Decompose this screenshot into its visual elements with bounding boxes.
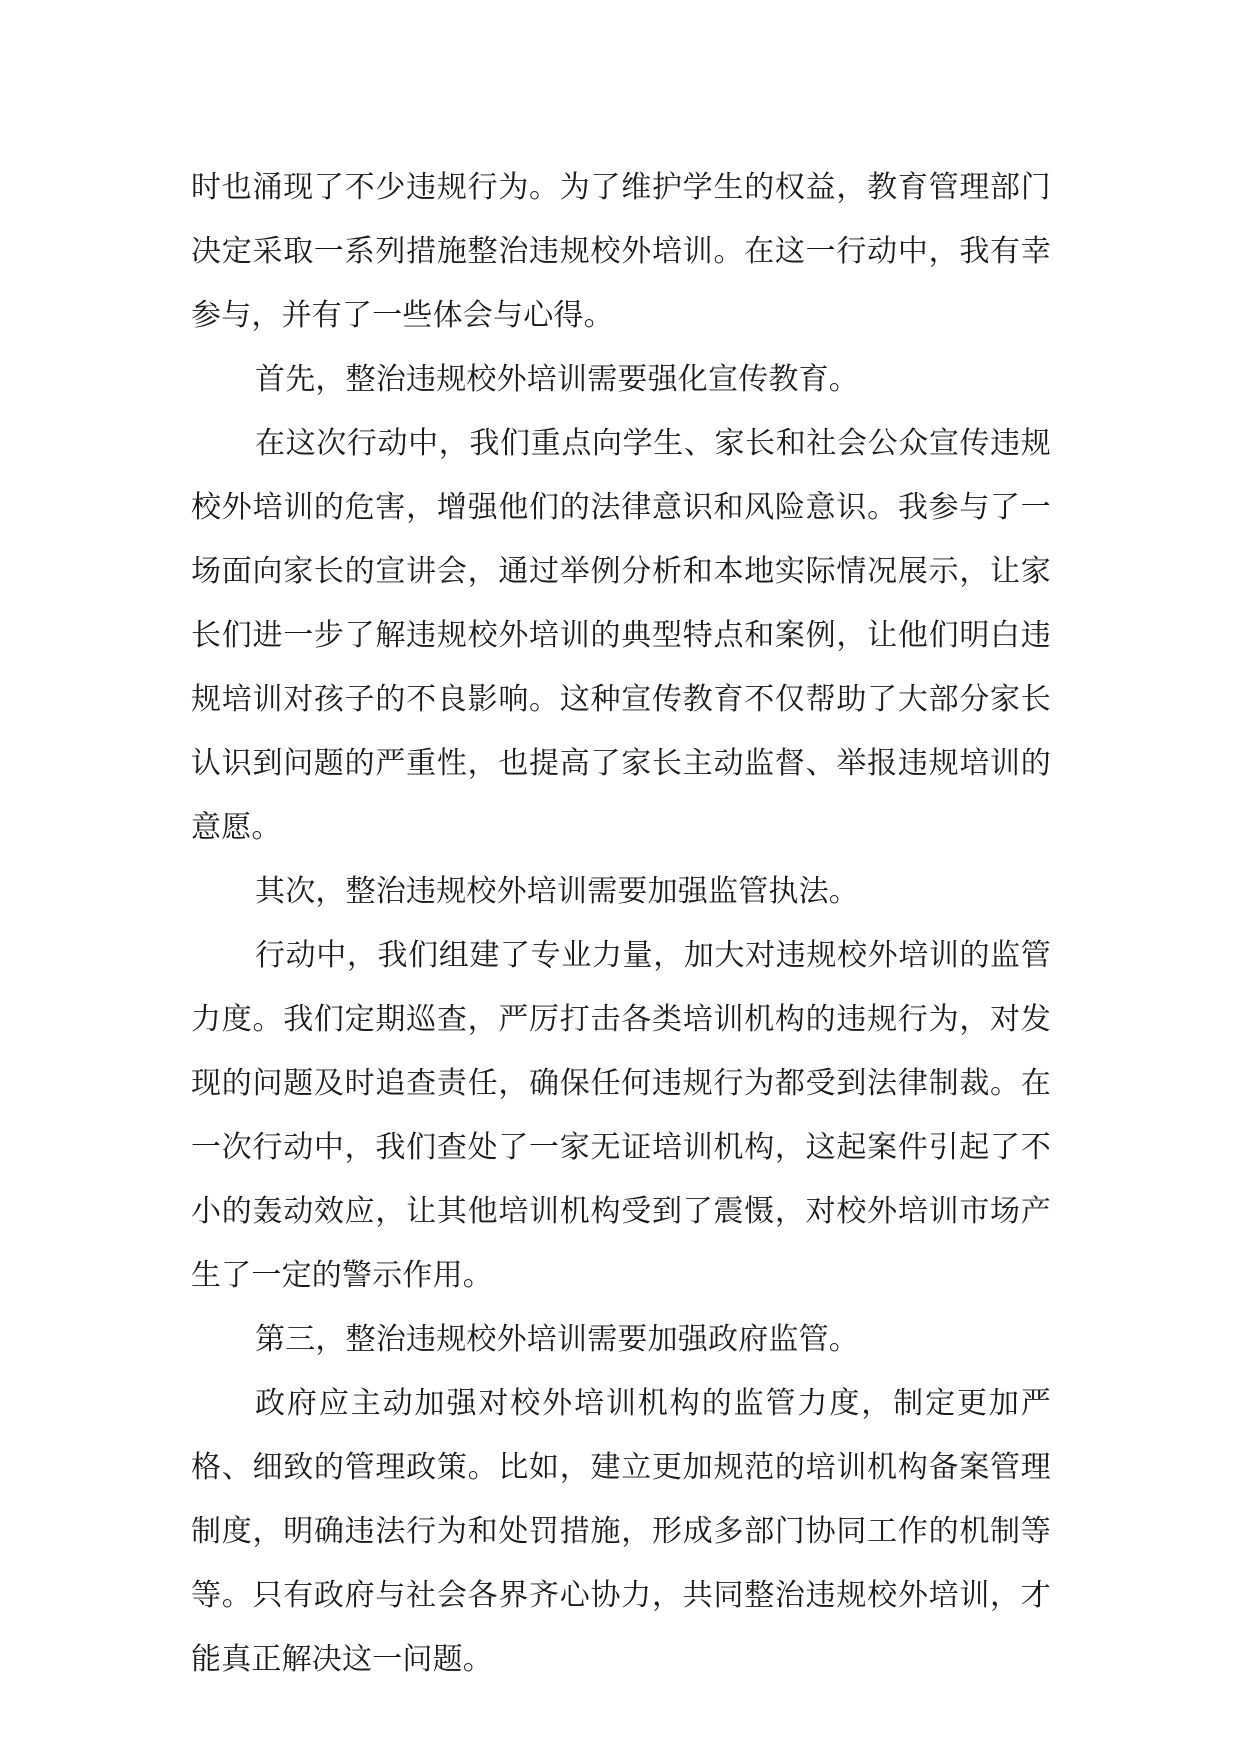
document-body: [191, 156, 1051, 1692]
section-heading: 首先，整治违规校外培训需要强化宣传教育。: [255, 362, 859, 397]
paragraph: 时也涌现了不少违规行为。为了维护学生的权益，教育管理部门决定采取一系列措施整治违规校外培训。在这一行动中，我有幸参与，并有了一些体会与心得。: [191, 170, 1051, 333]
section-heading: 其次，整治违规校外培训需要加强监管执法。: [255, 874, 859, 909]
section-heading: 第三，整治违规校外培训需要加强政府监管。: [255, 1322, 859, 1357]
paragraph: 行动中，我们组建了专业力量，加大对违规校外培训的监管力度。我们定期巡查，严厉打击各类培训机构的违规行为，对发现的问题及时追查责任，确保任何违规行为都受到法律制裁。在一次行动中，我们查处了一家无证培训机构，这起案件引起了不小的轰动效应，让其他培训机构受到了震慑，对校外培训市场产生了一定的警示作用。: [191, 938, 1051, 1293]
paragraph: 政府应主动加强对校外培训机构的监管力度，制定更加严格、细致的管理政策。比如，建立更加规范的培训机构备案管理制度，明确违法行为和处罚措施，形成多部门协同工作的机制等等。只有政府与社会各界齐心协力，共同整治违规校外培训，才能真正解决这一问题。: [191, 1386, 1051, 1677]
paragraph: 在这次行动中，我们重点向学生、家长和社会公众宣传违规校外培训的危害，增强他们的法律意识和风险意识。我参与了一场面向家长的宣讲会，通过举例分析和本地实际情况展示，让家长们进一步了解违规校外培训的典型特点和案例，让他们明白违规培训对孩子的不良影响。这种宣传教育不仅帮助了大部分家长认识到问题的严重性，也提高了家长主动监督、举报违规培训的意愿。: [191, 426, 1051, 845]
